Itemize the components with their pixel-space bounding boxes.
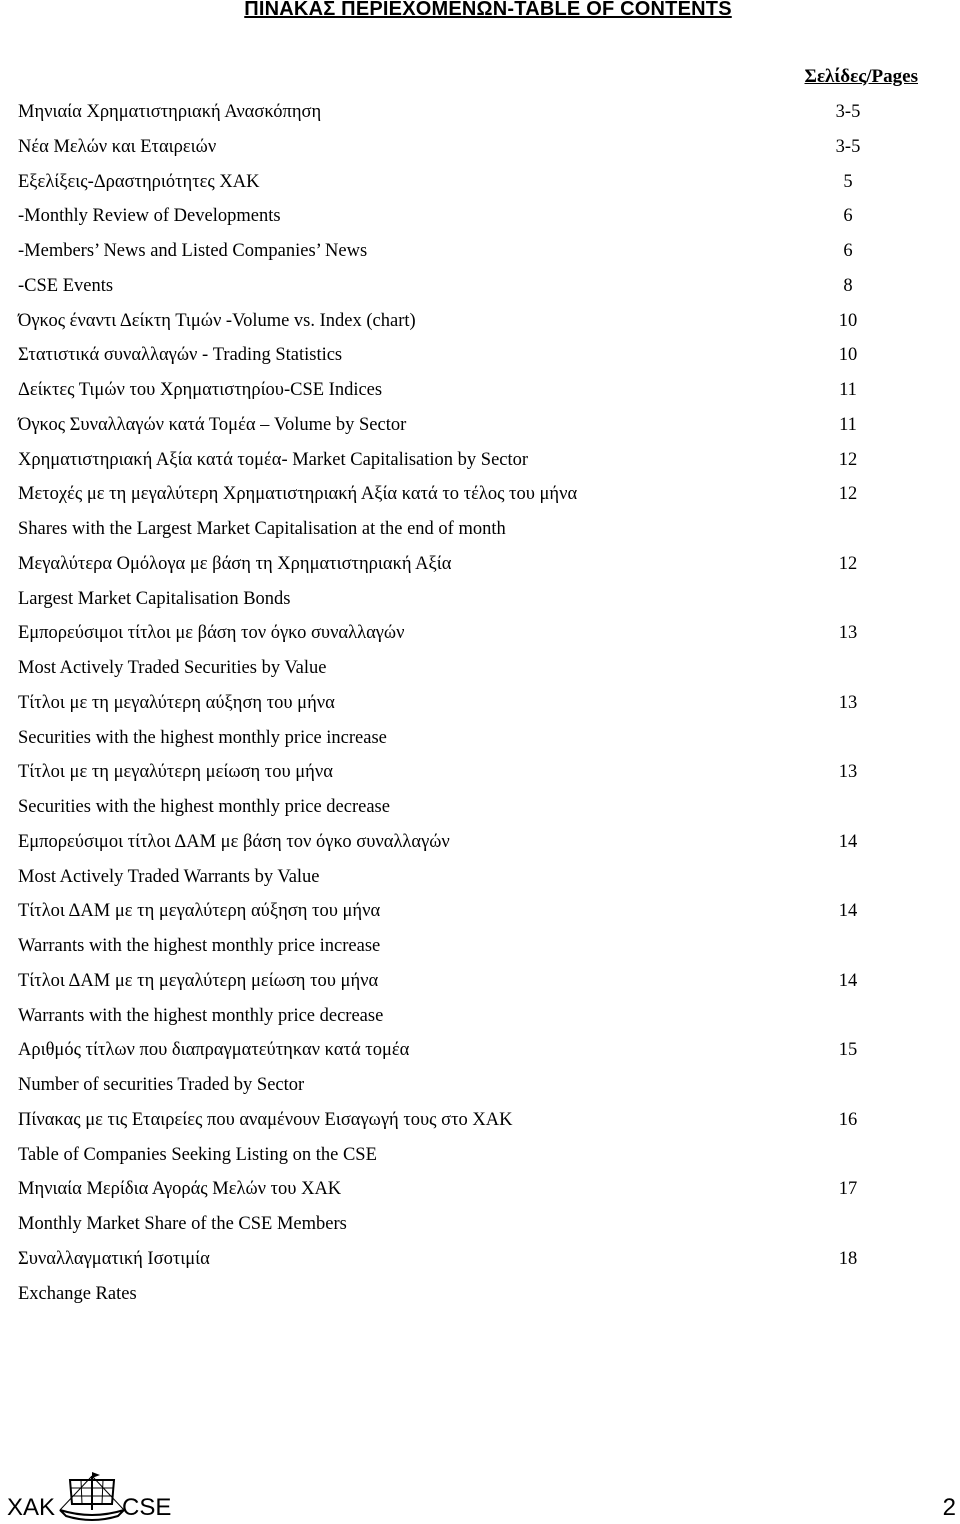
toc-entry xyxy=(18,443,898,478)
toc-list xyxy=(18,95,898,1311)
toc-entry-title: -CSE Events xyxy=(18,275,114,296)
pages-column-header: Σελίδες/Pages xyxy=(804,66,918,87)
toc-entry-page: 15 xyxy=(838,1040,858,1061)
toc-entry-page: 17 xyxy=(838,1179,858,1200)
toc-entry-page: 10 xyxy=(838,345,858,366)
toc-entry-page: 14 xyxy=(838,970,858,991)
footer-xak-text: ΧΑΚ xyxy=(7,1494,56,1521)
toc-entry xyxy=(18,512,898,547)
toc-entry-page: 12 xyxy=(838,553,858,574)
toc-entry xyxy=(18,860,898,895)
toc-entry-title: Πίνακας με τις Εταιρείες που αναμένουν Εισαγωγή τους στο ΧΑΚ xyxy=(18,1109,513,1130)
toc-entry xyxy=(18,373,898,408)
toc-entry-page: 14 xyxy=(838,901,858,922)
toc-entry xyxy=(18,755,898,790)
toc-entry-page: 14 xyxy=(838,831,858,852)
toc-entry xyxy=(18,1033,898,1068)
toc-entry xyxy=(18,477,898,512)
toc-entry xyxy=(18,616,898,651)
toc-entry xyxy=(18,269,898,304)
toc-entry-title: Most Actively Traded Securities by Value xyxy=(18,658,327,678)
toc-entry xyxy=(18,651,898,686)
toc-entry-title: Όγκος έναντι Δείκτη Τιμών -Volume vs. Index (chart) xyxy=(18,310,416,331)
toc-entry-page: 18 xyxy=(838,1248,858,1269)
toc-entry-title: Number of securities Traded by Sector xyxy=(18,1075,305,1095)
toc-entry xyxy=(18,1172,898,1207)
toc-entry-page: 13 xyxy=(838,762,858,783)
toc-entry-title: Μεγαλύτερα Ομόλογα με βάση τη Χρηματιστηριακή Αξία xyxy=(18,553,452,574)
toc-entry xyxy=(18,408,898,443)
toc-entry xyxy=(18,964,898,999)
toc-entry-page: 3-5 xyxy=(835,102,861,122)
toc-entry xyxy=(18,338,898,373)
toc-entry-title: Τίτλοι ΔΑΜ με τη μεγαλύτερη μείωση του μήνα xyxy=(18,970,379,991)
footer-cse-text: CSE xyxy=(122,1494,172,1521)
toc-entry-page: 3-5 xyxy=(835,136,861,157)
toc-entry-title: Συναλλαγματική Ισοτιμία xyxy=(18,1248,210,1269)
toc-entry-title: Exchange Rates xyxy=(18,1283,137,1304)
toc-entry-page: 12 xyxy=(838,449,858,470)
toc-entry xyxy=(18,582,898,617)
toc-entry-title: Securities with the highest monthly price increase xyxy=(18,727,387,748)
ship-logo-icon xyxy=(56,1470,128,1522)
toc-entry-page: 11 xyxy=(839,414,857,435)
page-title: ΠΙΝΑΚΑΣ ΠΕΡΙΕΧΟΜΕΝΩΝ-TABLE OF CONTENTS xyxy=(244,0,732,20)
toc-entry xyxy=(18,304,898,339)
toc-entry-page: 13 xyxy=(838,692,858,713)
toc-entry xyxy=(18,165,898,200)
page-footer xyxy=(0,1470,960,1524)
toc-entry xyxy=(18,95,898,130)
toc-entry-title: Τίτλοι με τη μεγαλύτερη μείωση του μήνα xyxy=(18,762,333,783)
toc-entry-title: Αριθμός τίτλων που διαπραγματεύτηκαν κατά τομέα xyxy=(18,1040,410,1061)
toc-entry-page: 5 xyxy=(843,171,853,192)
toc-entry xyxy=(18,1138,898,1173)
toc-entry-title: Warrants with the highest monthly price increase xyxy=(18,936,381,956)
toc-entry-title: Νέα Μελών και Εταιρειών xyxy=(18,136,217,157)
toc-entry-page: 13 xyxy=(838,623,858,644)
toc-entry xyxy=(18,1068,898,1103)
toc-entry-title: Shares with the Largest Market Capitalisation at the end of month xyxy=(18,519,506,539)
toc-entry xyxy=(18,999,898,1034)
toc-entry-title: -Members’ News and Listed Companies’ News xyxy=(18,241,368,261)
toc-entry-title: Monthly Market Share of the CSE Members xyxy=(18,1214,347,1234)
toc-entry xyxy=(18,547,898,582)
toc-entry-page: 11 xyxy=(839,380,857,400)
toc-entry xyxy=(18,199,898,234)
toc-entry-page: 12 xyxy=(838,484,858,505)
toc-entry-title: Εμπορεύσιμοι τίτλοι ΔΑΜ με βάση τον όγκο συναλλαγών xyxy=(18,831,450,852)
toc-entry xyxy=(18,721,898,756)
toc-entry xyxy=(18,929,898,964)
toc-entry-title: Τίτλοι ΔΑΜ με τη μεγαλύτερη αύξηση του μήνα xyxy=(18,901,381,922)
toc-entry-title: Δείκτες Τιμών του Χρηματιστηρίου-CSE Indices xyxy=(18,380,383,400)
toc-entry-title: Μηνιαία Μερίδια Αγοράς Μελών του ΧΑΚ xyxy=(18,1179,342,1200)
toc-entry-title: Warrants with the highest monthly price decrease xyxy=(18,1005,384,1026)
toc-entry-page: 6 xyxy=(843,241,853,261)
toc-entry-title: -Monthly Review of Developments xyxy=(18,206,281,227)
toc-entry xyxy=(18,130,898,165)
toc-entry-title: Εμπορεύσιμοι τίτλοι με βάση τον όγκο συναλλαγών xyxy=(18,623,405,644)
toc-entry-page: 6 xyxy=(843,206,853,227)
toc-entry xyxy=(18,686,898,721)
toc-entry-page: 8 xyxy=(843,275,853,296)
toc-entry-title: Στατιστικά συναλλαγών - Trading Statistics xyxy=(18,345,343,366)
toc-entry xyxy=(18,1277,898,1312)
toc-entry-title: Μηνιαία Χρηματιστηριακή Ανασκόπηση xyxy=(18,102,322,122)
toc-entry xyxy=(18,894,898,929)
toc-entry-title: Table of Companies Seeking Listing on the CSE xyxy=(18,1144,377,1165)
toc-entry-title: Χρηματιστηριακή Αξία κατά τομέα- Market Capitalisation by Sector xyxy=(18,449,529,470)
toc-entry-title: Largest Market Capitalisation Bonds xyxy=(18,588,291,609)
toc-entry xyxy=(18,1242,898,1277)
toc-entry xyxy=(18,234,898,269)
toc-entry xyxy=(18,790,898,825)
toc-entry-page: 10 xyxy=(838,310,858,331)
toc-entry xyxy=(18,1103,898,1138)
toc-entry-title: Securities with the highest monthly price decrease xyxy=(18,797,390,817)
toc-entry-title: Μετοχές με τη μεγαλύτερη Χρηματιστηριακή Αξία κατά το τέλος του μήνα xyxy=(18,484,578,505)
page-number: 2 xyxy=(942,1494,956,1521)
toc-entry-page: 16 xyxy=(838,1109,858,1130)
toc-entry-title: Εξελίξεις-Δραστηριότητες ΧΑΚ xyxy=(18,171,260,192)
toc-entry-title: Τίτλοι με τη μεγαλύτερη αύξηση του μήνα xyxy=(18,692,335,713)
toc-entry-title: Όγκος Συναλλαγών κατά Τομέα – Volume by Sector xyxy=(18,414,407,435)
toc-entry xyxy=(18,825,898,860)
toc-entry xyxy=(18,1207,898,1242)
toc-entry-title: Most Actively Traded Warrants by Value xyxy=(18,866,320,887)
